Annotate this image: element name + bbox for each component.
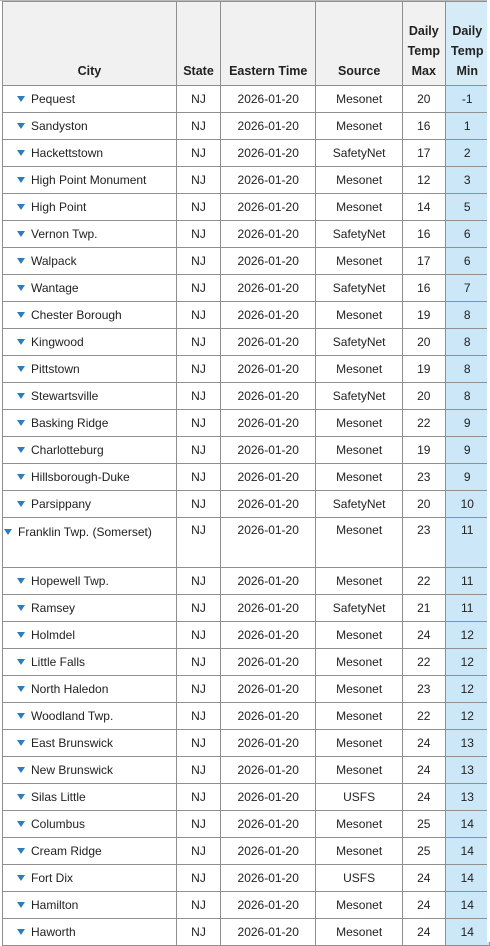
header-min-line-2: Temp (451, 44, 484, 58)
source-cell: Mesonet (316, 86, 403, 113)
expand-triangle-icon[interactable] (17, 285, 25, 291)
min-temp-cell: 7 (445, 275, 489, 302)
state-cell: NJ (176, 383, 220, 410)
city-name: Little Falls (31, 655, 86, 669)
source-cell: Mesonet (316, 568, 403, 595)
temperature-table (2, 1, 490, 946)
table-row (3, 464, 490, 491)
time-cell: 2026-01-20 (221, 437, 316, 464)
city-cell[interactable] (3, 275, 177, 302)
city-name: Pequest (31, 92, 76, 106)
table-row (3, 703, 490, 730)
source-cell: SafetyNet (316, 595, 403, 622)
min-temp-cell: 8 (445, 356, 489, 383)
min-temp-cell: 13 (445, 757, 489, 784)
max-temp-cell: 24 (403, 622, 445, 649)
source-cell: USFS (316, 784, 403, 811)
state-cell: NJ (176, 437, 220, 464)
city-cell[interactable] (3, 437, 177, 464)
source-cell: Mesonet (316, 622, 403, 649)
max-temp-cell: 23 (403, 518, 445, 568)
table-row (3, 730, 490, 757)
state-cell: NJ (176, 410, 220, 437)
time-cell: 2026-01-20 (221, 491, 316, 518)
state-cell: NJ (176, 302, 220, 329)
city-name: Walpack (31, 254, 77, 268)
header-min-line-3: Min (456, 64, 479, 78)
max-temp-cell: 14 (403, 194, 445, 221)
state-cell: NJ (176, 140, 220, 167)
header-daily-temp-max[interactable] (403, 2, 445, 86)
expand-triangle-icon[interactable] (17, 339, 25, 345)
city-cell[interactable] (3, 140, 177, 167)
expand-triangle-icon[interactable] (17, 447, 25, 453)
expand-triangle-icon[interactable] (17, 794, 25, 800)
city-cell[interactable] (3, 568, 177, 595)
min-temp-cell: 14 (445, 838, 489, 865)
table-row (3, 113, 490, 140)
max-temp-cell: 16 (403, 275, 445, 302)
header-city[interactable]: City (3, 2, 177, 86)
time-cell: 2026-01-20 (221, 811, 316, 838)
state-cell: NJ (176, 356, 220, 383)
source-cell: Mesonet (316, 356, 403, 383)
header-max-line-1: Daily (408, 24, 439, 38)
table-row (3, 248, 490, 275)
city-name: Pittstown (31, 362, 80, 376)
city-name: Silas Little (31, 790, 86, 804)
max-temp-cell: 20 (403, 491, 445, 518)
city-cell[interactable] (3, 356, 177, 383)
time-cell: 2026-01-20 (221, 703, 316, 730)
time-cell: 2026-01-20 (221, 757, 316, 784)
source-cell: SafetyNet (316, 383, 403, 410)
max-temp-cell: 17 (403, 140, 445, 167)
city-cell[interactable] (3, 329, 177, 356)
header-row (3, 2, 490, 86)
source-cell: SafetyNet (316, 221, 403, 248)
expand-triangle-icon[interactable] (17, 848, 25, 854)
city-name: Basking Ridge (31, 416, 109, 430)
time-cell: 2026-01-20 (221, 329, 316, 356)
source-cell: USFS (316, 865, 403, 892)
expand-triangle-icon[interactable] (17, 231, 25, 237)
city-name: Woodland Twp. (31, 709, 114, 723)
city-cell[interactable] (3, 838, 177, 865)
time-cell: 2026-01-20 (221, 622, 316, 649)
source-cell: Mesonet (316, 811, 403, 838)
source-cell: Mesonet (316, 838, 403, 865)
source-cell: Mesonet (316, 892, 403, 919)
table-row (3, 437, 490, 464)
city-cell[interactable] (3, 919, 177, 946)
expand-triangle-icon[interactable] (4, 529, 12, 535)
state-cell: NJ (176, 865, 220, 892)
time-cell: 2026-01-20 (221, 518, 316, 568)
max-temp-cell: 23 (403, 464, 445, 491)
city-cell[interactable] (3, 167, 177, 194)
table-row (3, 649, 490, 676)
max-temp-cell: 19 (403, 437, 445, 464)
min-temp-cell: 8 (445, 383, 489, 410)
table-body (3, 86, 490, 946)
state-cell: NJ (176, 892, 220, 919)
city-cell[interactable] (3, 194, 177, 221)
time-cell: 2026-01-20 (221, 86, 316, 113)
city-name: Chester Borough (31, 308, 122, 322)
city-name: Vernon Twp. (31, 227, 98, 241)
source-cell: Mesonet (316, 248, 403, 275)
time-cell: 2026-01-20 (221, 140, 316, 167)
city-cell[interactable] (3, 410, 177, 437)
source-cell: Mesonet (316, 676, 403, 703)
time-cell: 2026-01-20 (221, 838, 316, 865)
expand-triangle-icon[interactable] (17, 713, 25, 719)
min-temp-cell: 1 (445, 113, 489, 140)
city-cell[interactable] (3, 595, 177, 622)
table-row (3, 383, 490, 410)
expand-triangle-icon[interactable] (17, 659, 25, 665)
state-cell: NJ (176, 622, 220, 649)
min-temp-cell: 9 (445, 437, 489, 464)
max-temp-cell: 22 (403, 649, 445, 676)
state-cell: NJ (176, 595, 220, 622)
table-row (3, 86, 490, 113)
state-cell: NJ (176, 491, 220, 518)
table-row (3, 595, 490, 622)
expand-triangle-icon[interactable] (17, 740, 25, 746)
state-cell: NJ (176, 919, 220, 946)
expand-triangle-icon[interactable] (17, 204, 25, 210)
city-cell[interactable] (3, 248, 177, 275)
city-name: Kingwood (31, 335, 84, 349)
max-temp-cell: 22 (403, 703, 445, 730)
source-cell: Mesonet (316, 302, 403, 329)
expand-triangle-icon[interactable] (17, 150, 25, 156)
table-row (3, 275, 490, 302)
header-daily-temp-min[interactable] (445, 2, 489, 86)
city-name: High Point (31, 200, 87, 214)
max-temp-cell: 16 (403, 113, 445, 140)
state-cell: NJ (176, 676, 220, 703)
source-cell: Mesonet (316, 518, 403, 568)
city-name: Hillsborough-Duke (31, 470, 130, 484)
time-cell: 2026-01-20 (221, 302, 316, 329)
city-name: High Point Monument (31, 173, 147, 187)
state-cell: NJ (176, 703, 220, 730)
city-name: Franklin Twp. (Somerset) (18, 525, 152, 539)
state-cell: NJ (176, 568, 220, 595)
state-cell: NJ (176, 248, 220, 275)
expand-triangle-icon[interactable] (17, 177, 25, 183)
source-cell: SafetyNet (316, 329, 403, 356)
state-cell: NJ (176, 784, 220, 811)
expand-triangle-icon[interactable] (17, 929, 25, 935)
city-name: Columbus (31, 817, 86, 831)
source-cell: Mesonet (316, 410, 403, 437)
city-name: Cream Ridge (31, 844, 102, 858)
max-temp-cell: 24 (403, 892, 445, 919)
city-cell[interactable] (3, 703, 177, 730)
expand-triangle-icon[interactable] (17, 96, 25, 102)
city-cell[interactable] (3, 757, 177, 784)
time-cell: 2026-01-20 (221, 865, 316, 892)
city-cell[interactable] (3, 383, 177, 410)
source-cell: Mesonet (316, 194, 403, 221)
time-cell: 2026-01-20 (221, 464, 316, 491)
state-cell: NJ (176, 329, 220, 356)
state-cell: NJ (176, 730, 220, 757)
city-name: Hopewell Twp. (31, 574, 109, 588)
state-cell: NJ (176, 757, 220, 784)
city-name: Wantage (31, 281, 79, 295)
min-temp-cell: 9 (445, 410, 489, 437)
max-temp-cell: 17 (403, 248, 445, 275)
expand-triangle-icon[interactable] (17, 821, 25, 827)
expand-triangle-icon[interactable] (17, 474, 25, 480)
source-cell: Mesonet (316, 649, 403, 676)
min-temp-cell: 12 (445, 676, 489, 703)
source-cell: Mesonet (316, 919, 403, 946)
max-temp-cell: 22 (403, 568, 445, 595)
city-cell[interactable] (3, 302, 177, 329)
max-temp-cell: 24 (403, 757, 445, 784)
table-row (3, 892, 490, 919)
state-cell: NJ (176, 518, 220, 568)
table-row (3, 302, 490, 329)
max-temp-cell: 20 (403, 383, 445, 410)
city-cell[interactable] (3, 649, 177, 676)
min-temp-cell: 12 (445, 703, 489, 730)
table-row (3, 784, 490, 811)
min-temp-cell: 11 (445, 518, 489, 568)
city-name: Sandyston (31, 119, 88, 133)
source-cell: Mesonet (316, 464, 403, 491)
min-temp-cell: 12 (445, 649, 489, 676)
time-cell: 2026-01-20 (221, 356, 316, 383)
min-temp-cell: 14 (445, 892, 489, 919)
city-name: Parsippany (31, 497, 92, 511)
time-cell: 2026-01-20 (221, 676, 316, 703)
table-row (3, 622, 490, 649)
time-cell: 2026-01-20 (221, 410, 316, 437)
table-row (3, 410, 490, 437)
min-temp-cell: 10 (445, 491, 489, 518)
city-cell[interactable] (3, 865, 177, 892)
city-name: Haworth (31, 925, 76, 939)
state-cell: NJ (176, 86, 220, 113)
header-eastern-time[interactable]: Eastern Time (221, 2, 316, 86)
table-row (3, 676, 490, 703)
min-temp-cell: 6 (445, 248, 489, 275)
time-cell: 2026-01-20 (221, 568, 316, 595)
expand-triangle-icon[interactable] (17, 123, 25, 129)
state-cell: NJ (176, 167, 220, 194)
city-cell[interactable] (3, 113, 177, 140)
time-cell: 2026-01-20 (221, 167, 316, 194)
expand-triangle-icon[interactable] (17, 366, 25, 372)
expand-triangle-icon[interactable] (17, 767, 25, 773)
min-temp-cell: 3 (445, 167, 489, 194)
expand-triangle-icon[interactable] (17, 258, 25, 264)
source-cell: Mesonet (316, 757, 403, 784)
header-source[interactable]: Source (316, 2, 403, 86)
city-cell[interactable] (3, 491, 177, 518)
source-cell: Mesonet (316, 167, 403, 194)
max-temp-cell: 24 (403, 919, 445, 946)
city-name: Hackettstown (31, 146, 104, 160)
max-temp-cell: 25 (403, 811, 445, 838)
time-cell: 2026-01-20 (221, 194, 316, 221)
min-temp-cell: 5 (445, 194, 489, 221)
source-cell: Mesonet (316, 730, 403, 757)
header-max-line-2: Temp (407, 44, 441, 58)
time-cell: 2026-01-20 (221, 248, 316, 275)
max-temp-cell: 12 (403, 167, 445, 194)
city-name: Fort Dix (31, 871, 73, 885)
table-row (3, 140, 490, 167)
time-cell: 2026-01-20 (221, 730, 316, 757)
table-row (3, 811, 490, 838)
state-cell: NJ (176, 221, 220, 248)
city-name: Hamilton (31, 898, 79, 912)
table-row (3, 194, 490, 221)
min-temp-cell: 2 (445, 140, 489, 167)
state-cell: NJ (176, 464, 220, 491)
max-temp-cell: 24 (403, 865, 445, 892)
time-cell: 2026-01-20 (221, 784, 316, 811)
expand-triangle-icon[interactable] (17, 312, 25, 318)
min-temp-cell: 8 (445, 302, 489, 329)
max-temp-cell: 20 (403, 329, 445, 356)
city-name: Holmdel (31, 628, 76, 642)
table-row (3, 329, 490, 356)
city-name: Ramsey (31, 601, 76, 615)
city-name: North Haledon (31, 682, 109, 696)
min-temp-cell: -1 (445, 86, 489, 113)
header-state[interactable]: State (176, 2, 220, 86)
expand-triangle-icon[interactable] (17, 686, 25, 692)
city-cell[interactable] (3, 464, 177, 491)
table-row (3, 491, 490, 518)
city-cell[interactable] (3, 784, 177, 811)
expand-triangle-icon[interactable] (17, 420, 25, 426)
max-temp-cell: 25 (403, 838, 445, 865)
time-cell: 2026-01-20 (221, 649, 316, 676)
city-name: Charlotteburg (31, 443, 104, 457)
time-cell: 2026-01-20 (221, 221, 316, 248)
min-temp-cell: 14 (445, 811, 489, 838)
max-temp-cell: 24 (403, 784, 445, 811)
city-cell[interactable] (3, 518, 177, 568)
city-cell[interactable] (3, 811, 177, 838)
source-cell: SafetyNet (316, 491, 403, 518)
table-row (3, 865, 490, 892)
time-cell: 2026-01-20 (221, 383, 316, 410)
expand-triangle-icon[interactable] (17, 578, 25, 584)
min-temp-cell: 11 (445, 568, 489, 595)
source-cell: SafetyNet (316, 275, 403, 302)
expand-triangle-icon[interactable] (17, 632, 25, 638)
table-row (3, 356, 490, 383)
time-cell: 2026-01-20 (221, 919, 316, 946)
min-temp-cell: 13 (445, 730, 489, 757)
min-temp-cell: 9 (445, 464, 489, 491)
time-cell: 2026-01-20 (221, 892, 316, 919)
min-temp-cell: 14 (445, 919, 489, 946)
min-temp-cell: 8 (445, 329, 489, 356)
table-row (3, 518, 490, 568)
table-row (3, 838, 490, 865)
header-max-line-3: Max (411, 64, 436, 78)
state-cell: NJ (176, 811, 220, 838)
expand-triangle-icon[interactable] (17, 875, 25, 881)
source-cell: Mesonet (316, 113, 403, 140)
max-temp-cell: 24 (403, 730, 445, 757)
time-cell: 2026-01-20 (221, 595, 316, 622)
table-row (3, 757, 490, 784)
max-temp-cell: 16 (403, 221, 445, 248)
table-row (3, 919, 490, 946)
min-temp-cell: 13 (445, 784, 489, 811)
state-cell: NJ (176, 194, 220, 221)
table-row (3, 568, 490, 595)
expand-triangle-icon[interactable] (17, 902, 25, 908)
city-cell[interactable] (3, 892, 177, 919)
min-temp-cell: 12 (445, 622, 489, 649)
table-row (3, 167, 490, 194)
city-cell[interactable] (3, 730, 177, 757)
city-name: Stewartsville (31, 389, 99, 403)
city-cell[interactable] (3, 622, 177, 649)
city-cell[interactable] (3, 86, 177, 113)
max-temp-cell: 19 (403, 356, 445, 383)
state-cell: NJ (176, 113, 220, 140)
expand-triangle-icon[interactable] (17, 393, 25, 399)
state-cell: NJ (176, 275, 220, 302)
max-temp-cell: 19 (403, 302, 445, 329)
expand-triangle-icon[interactable] (17, 501, 25, 507)
state-cell: NJ (176, 838, 220, 865)
time-cell: 2026-01-20 (221, 275, 316, 302)
city-cell[interactable] (3, 676, 177, 703)
min-temp-cell: 11 (445, 595, 489, 622)
time-cell: 2026-01-20 (221, 113, 316, 140)
table-row (3, 221, 490, 248)
min-temp-cell: 6 (445, 221, 489, 248)
city-name: New Brunswick (31, 763, 114, 777)
header-min-line-1: Daily (452, 24, 483, 38)
max-temp-cell: 22 (403, 410, 445, 437)
max-temp-cell: 23 (403, 676, 445, 703)
max-temp-cell: 20 (403, 86, 445, 113)
max-temp-cell: 21 (403, 595, 445, 622)
source-cell: Mesonet (316, 437, 403, 464)
state-cell: NJ (176, 649, 220, 676)
min-temp-cell: 14 (445, 865, 489, 892)
source-cell: Mesonet (316, 703, 403, 730)
city-cell[interactable] (3, 221, 177, 248)
source-cell: SafetyNet (316, 140, 403, 167)
city-name: East Brunswick (31, 736, 114, 750)
expand-triangle-icon[interactable] (17, 605, 25, 611)
